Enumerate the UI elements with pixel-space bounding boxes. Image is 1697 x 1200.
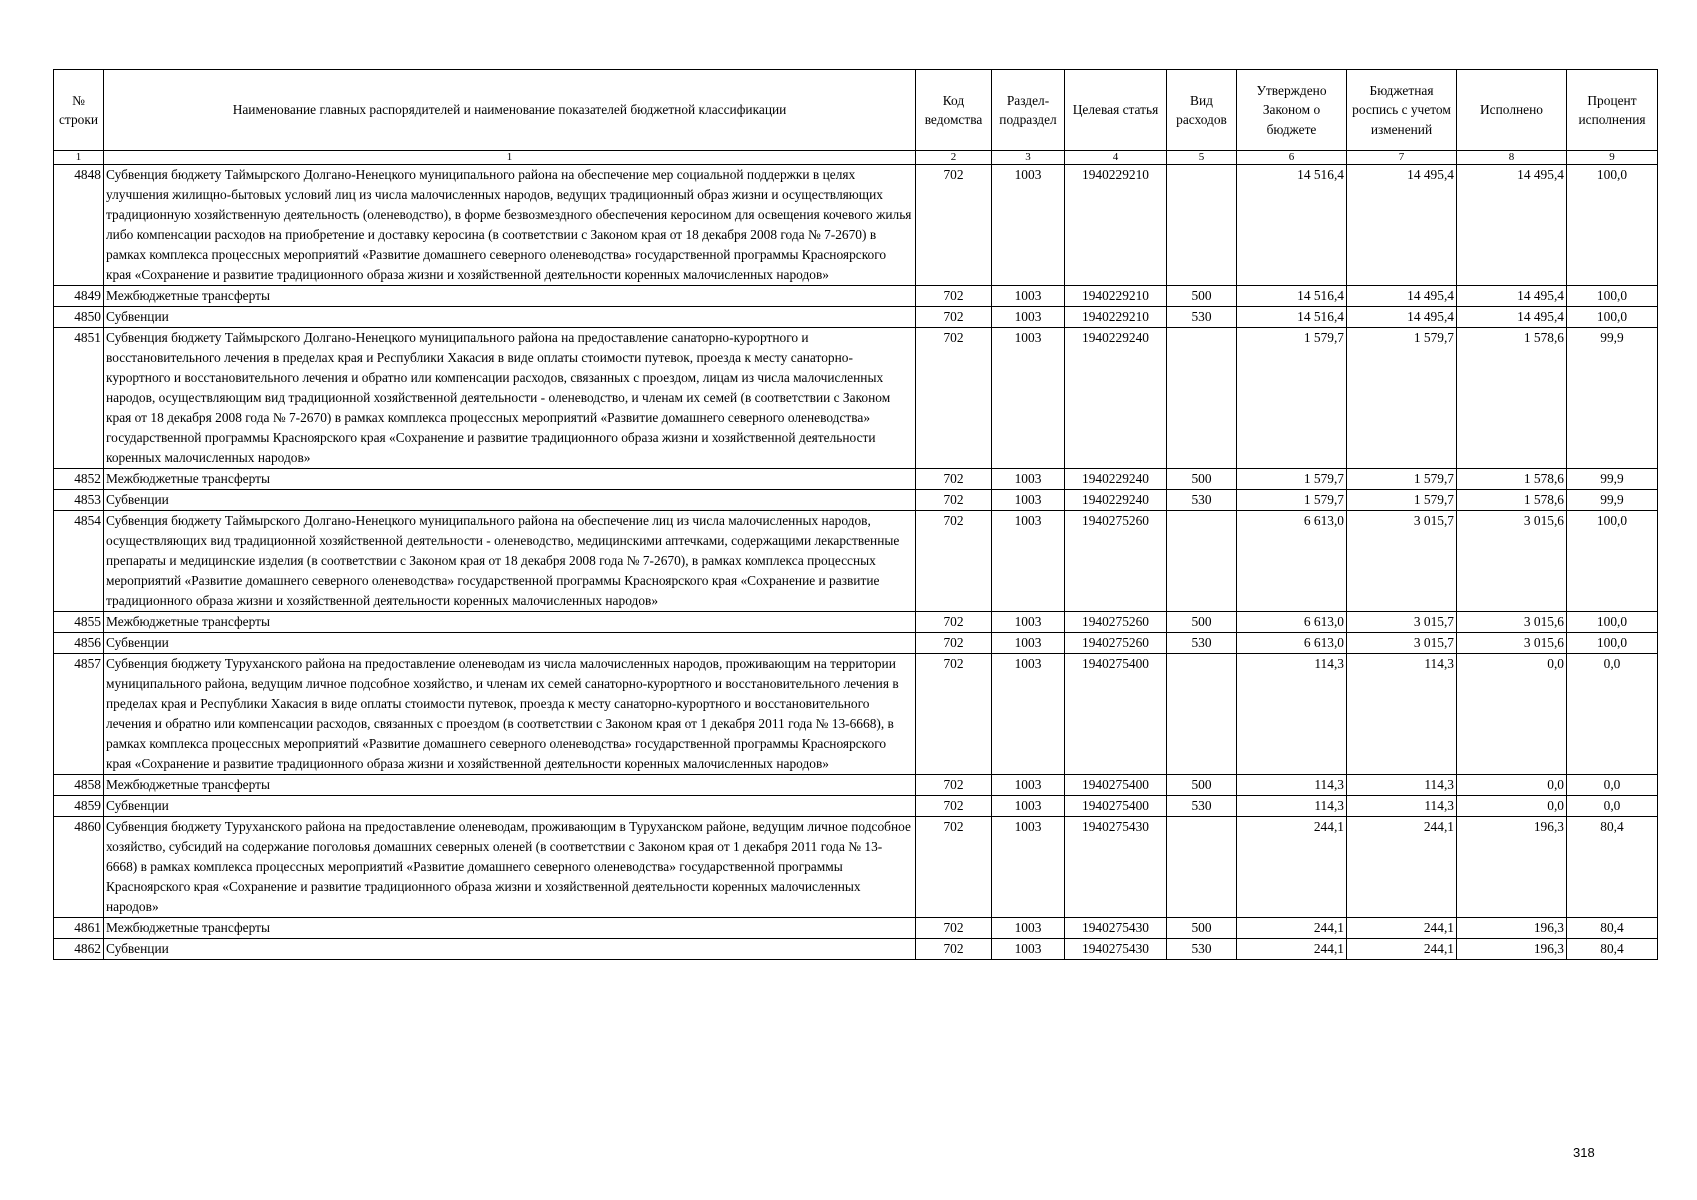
row-number: 4857 — [54, 654, 104, 775]
table-row — [54, 469, 1658, 490]
header-expense-type: Вид расходов — [1167, 70, 1237, 151]
row-section: 1003 — [992, 490, 1065, 511]
table-row — [54, 633, 1658, 654]
row-target: 1940229210 — [1065, 165, 1167, 286]
row-percent: 100,0 — [1567, 165, 1658, 286]
header-budget-list: Бюджетная роспись с учетом изменений — [1347, 70, 1457, 151]
row-executed: 3 015,6 — [1457, 612, 1567, 633]
row-number: 4861 — [54, 918, 104, 939]
row-budget-list: 3 015,7 — [1347, 511, 1457, 612]
table-row — [54, 654, 1658, 775]
row-number: 4856 — [54, 633, 104, 654]
row-percent: 80,4 — [1567, 939, 1658, 960]
row-target: 1940229240 — [1065, 328, 1167, 469]
header-executed: Исполнено — [1457, 70, 1567, 151]
table-row — [54, 775, 1658, 796]
column-number: 1 — [104, 151, 916, 165]
row-budget-list: 1 579,7 — [1347, 490, 1457, 511]
row-dept-code: 702 — [916, 654, 992, 775]
row-name: Субвенция бюджету Таймырского Долгано-Ненецкого муниципального района на обеспечение лиц из числа малочисленных народов, осуществляющих вид традиционной хозяйственной деятельности - оленеводство, медицинскими аптечками, содержащими лекарственные препараты и медицинские изделия (в соответствии с Законом края от 18 декабря 2008 года № 7-2670), в рамках комплекса процессных мероприятий «Развитие домашнего северного оленеводства» государственной программы Красноярского края «Сохранение и развитие традиционного образа жизни и хозяйственной деятельности коренных малочисленных народов» — [104, 511, 916, 612]
row-approved: 14 516,4 — [1237, 286, 1347, 307]
row-executed: 0,0 — [1457, 654, 1567, 775]
row-dept-code: 702 — [916, 286, 992, 307]
row-number: 4854 — [54, 511, 104, 612]
header-name: Наименование главных распорядителей и наименование показателей бюджетной классификации — [104, 70, 916, 151]
row-approved: 244,1 — [1237, 939, 1347, 960]
row-approved: 14 516,4 — [1237, 307, 1347, 328]
row-target: 1940275260 — [1065, 612, 1167, 633]
row-section: 1003 — [992, 796, 1065, 817]
row-section: 1003 — [992, 469, 1065, 490]
row-name: Субвенция бюджету Туруханского района на предоставление оленеводам, проживающим в Туруханском районе, ведущим личное подсобное хозяйство, субсидий на содержание поголовья домашних северных оленей (в соответствии с Законом края от 1 декабря 2011 года № 13-6668) в рамках комплекса процессных мероприятий «Развитие домашнего северного оленеводства» государственной программы Красноярского края «Сохранение и развитие традиционного образа жизни и хозяйственной деятельности коренных малочисленных народов» — [104, 817, 916, 918]
row-percent: 80,4 — [1567, 817, 1658, 918]
page-number: 318 — [1573, 1145, 1595, 1160]
row-executed: 14 495,4 — [1457, 307, 1567, 328]
column-number: 4 — [1065, 151, 1167, 165]
column-number: 9 — [1567, 151, 1658, 165]
row-approved: 6 613,0 — [1237, 633, 1347, 654]
row-executed: 1 578,6 — [1457, 328, 1567, 469]
table-row — [54, 796, 1658, 817]
row-name: Межбюджетные трансферты — [104, 612, 916, 633]
row-section: 1003 — [992, 654, 1065, 775]
row-section: 1003 — [992, 328, 1065, 469]
row-expense-type: 530 — [1167, 307, 1237, 328]
header-target: Целевая статья — [1065, 70, 1167, 151]
column-number: 1 — [54, 151, 104, 165]
row-executed: 1 578,6 — [1457, 490, 1567, 511]
row-dept-code: 702 — [916, 612, 992, 633]
row-section: 1003 — [992, 165, 1065, 286]
table-row — [54, 307, 1658, 328]
table-row — [54, 612, 1658, 633]
row-percent: 99,9 — [1567, 490, 1658, 511]
row-number: 4852 — [54, 469, 104, 490]
row-target: 1940275400 — [1065, 654, 1167, 775]
row-percent: 0,0 — [1567, 796, 1658, 817]
row-target: 1940275400 — [1065, 796, 1167, 817]
row-expense-type — [1167, 165, 1237, 286]
row-percent: 100,0 — [1567, 633, 1658, 654]
row-number: 4855 — [54, 612, 104, 633]
header-approved: Утверждено Законом о бюджете — [1237, 70, 1347, 151]
row-dept-code: 702 — [916, 939, 992, 960]
row-target: 1940275260 — [1065, 633, 1167, 654]
row-approved: 1 579,7 — [1237, 328, 1347, 469]
row-percent: 0,0 — [1567, 775, 1658, 796]
table-row — [54, 286, 1658, 307]
column-number: 6 — [1237, 151, 1347, 165]
row-approved: 1 579,7 — [1237, 469, 1347, 490]
row-executed: 0,0 — [1457, 796, 1567, 817]
row-name: Субвенция бюджету Таймырского Долгано-Ненецкого муниципального района на обеспечение мер социальной поддержки в целях улучшения жилищно-бытовых условий лиц из числа малочисленных народов, ведущих традиционный образ жизни и осуществляющих традиционную хозяйственную деятельность (оленеводство), в форме безвозмездного обеспечения керосином для освещения кочевого жилья либо компенсации расходов на приобретение и доставку керосина (в соответствии с Законом края от 18 декабря 2008 года № 7-2670) в рамках комплекса процессных мероприятий «Развитие домашнего северного оленеводства» государственной программы Красноярского края «Сохранение и развитие традиционного образа жизни и хозяйственной деятельности коренных малочисленных народов» — [104, 165, 916, 286]
row-name: Субвенции — [104, 939, 916, 960]
row-target: 1940229240 — [1065, 469, 1167, 490]
table-row — [54, 165, 1658, 286]
row-budget-list: 114,3 — [1347, 775, 1457, 796]
row-name: Межбюджетные трансферты — [104, 469, 916, 490]
row-approved: 114,3 — [1237, 775, 1347, 796]
row-section: 1003 — [992, 307, 1065, 328]
row-section: 1003 — [992, 817, 1065, 918]
row-approved: 6 613,0 — [1237, 612, 1347, 633]
row-section: 1003 — [992, 633, 1065, 654]
header-dept-code: Код ведомства — [916, 70, 992, 151]
row-executed: 3 015,6 — [1457, 511, 1567, 612]
row-number: 4850 — [54, 307, 104, 328]
header-row — [54, 70, 1658, 151]
row-approved: 6 613,0 — [1237, 511, 1347, 612]
row-number: 4849 — [54, 286, 104, 307]
row-section: 1003 — [992, 286, 1065, 307]
row-expense-type: 500 — [1167, 918, 1237, 939]
row-budget-list: 114,3 — [1347, 654, 1457, 775]
row-budget-list: 244,1 — [1347, 817, 1457, 918]
row-budget-list: 14 495,4 — [1347, 307, 1457, 328]
row-expense-type — [1167, 511, 1237, 612]
row-section: 1003 — [992, 939, 1065, 960]
row-percent: 0,0 — [1567, 654, 1658, 775]
column-number-row — [54, 151, 1658, 165]
row-budget-list: 14 495,4 — [1347, 286, 1457, 307]
row-number: 4858 — [54, 775, 104, 796]
row-name: Субвенции — [104, 307, 916, 328]
column-number: 7 — [1347, 151, 1457, 165]
row-dept-code: 702 — [916, 633, 992, 654]
table-row — [54, 328, 1658, 469]
row-expense-type: 500 — [1167, 612, 1237, 633]
table-row — [54, 490, 1658, 511]
row-name: Субвенции — [104, 490, 916, 511]
row-expense-type — [1167, 328, 1237, 469]
row-number: 4848 — [54, 165, 104, 286]
header-section: Раздел-подраздел — [992, 70, 1065, 151]
row-executed: 0,0 — [1457, 775, 1567, 796]
header-row-no: № строки — [54, 70, 104, 151]
row-dept-code: 702 — [916, 775, 992, 796]
row-section: 1003 — [992, 918, 1065, 939]
table-row — [54, 511, 1658, 612]
row-name: Субвенция бюджету Туруханского района на предоставление оленеводам из числа малочисленных народов, проживающим на территории муниципального района, ведущим личное подсобное хозяйство, и членам их семей санаторно-курортного и восстановительного лечения в пределах края и Республики Хакасия в виде оплаты стоимости путевок, проезда к месту санаторно-курортного и восстановительного лечения и обратно или компенсации расходов, связанных с проездом (в соответствии с Законом края от 1 декабря 2011 года № 13-6668), в рамках комплекса процессных мероприятий «Развитие домашнего северного оленеводства» государственной программы Красноярского края «Сохранение и развитие традиционного образа жизни и хозяйственной деятельности коренных малочисленных народов» — [104, 654, 916, 775]
row-name: Межбюджетные трансферты — [104, 286, 916, 307]
row-expense-type: 500 — [1167, 469, 1237, 490]
column-number: 5 — [1167, 151, 1237, 165]
row-executed: 196,3 — [1457, 939, 1567, 960]
row-target: 1940229210 — [1065, 307, 1167, 328]
row-dept-code: 702 — [916, 817, 992, 918]
row-number: 4853 — [54, 490, 104, 511]
row-number: 4859 — [54, 796, 104, 817]
row-percent: 100,0 — [1567, 612, 1658, 633]
row-approved: 114,3 — [1237, 654, 1347, 775]
row-approved: 244,1 — [1237, 817, 1347, 918]
row-percent: 99,9 — [1567, 328, 1658, 469]
row-section: 1003 — [992, 511, 1065, 612]
row-expense-type — [1167, 654, 1237, 775]
row-dept-code: 702 — [916, 490, 992, 511]
row-budget-list: 3 015,7 — [1347, 612, 1457, 633]
column-number: 3 — [992, 151, 1065, 165]
row-expense-type: 530 — [1167, 633, 1237, 654]
row-executed: 1 578,6 — [1457, 469, 1567, 490]
row-percent: 100,0 — [1567, 307, 1658, 328]
table-body — [54, 165, 1658, 960]
row-budget-list: 244,1 — [1347, 918, 1457, 939]
row-name: Межбюджетные трансферты — [104, 775, 916, 796]
row-dept-code: 702 — [916, 918, 992, 939]
row-approved: 1 579,7 — [1237, 490, 1347, 511]
row-name: Субвенция бюджету Таймырского Долгано-Ненецкого муниципального района на предоставление санаторно-курортного и восстановительного лечения в пределах края и Республики Хакасия в виде оплаты стоимости путевок, проезда к месту санаторно-курортного и восстановительного лечения и обратно или компенсации расходов, связанных с проездом, лицам из числа малочисленных народов, осуществляющим вид традиционной хозяйственной деятельности - оленеводство, и членам их семей (в соответствии с Законом края от 18 декабря 2008 года № 7-2670) в рамках комплекса процессных мероприятий «Развитие домашнего северного оленеводства» государственной программы Красноярского края «Сохранение и развитие традиционного образа жизни и хозяйственной деятельности коренных малочисленных народов» — [104, 328, 916, 469]
row-executed: 14 495,4 — [1457, 286, 1567, 307]
column-number: 2 — [916, 151, 992, 165]
row-budget-list: 244,1 — [1347, 939, 1457, 960]
row-expense-type: 530 — [1167, 490, 1237, 511]
row-budget-list: 1 579,7 — [1347, 469, 1457, 490]
row-percent: 100,0 — [1567, 511, 1658, 612]
table-row — [54, 817, 1658, 918]
row-expense-type: 530 — [1167, 939, 1237, 960]
header-percent: Процент исполнения — [1567, 70, 1658, 151]
row-number: 4860 — [54, 817, 104, 918]
row-percent: 100,0 — [1567, 286, 1658, 307]
row-target: 1940229240 — [1065, 490, 1167, 511]
row-executed: 3 015,6 — [1457, 633, 1567, 654]
row-target: 1940275430 — [1065, 918, 1167, 939]
row-number: 4851 — [54, 328, 104, 469]
row-approved: 14 516,4 — [1237, 165, 1347, 286]
row-target: 1940275430 — [1065, 817, 1167, 918]
row-name: Субвенции — [104, 796, 916, 817]
row-budget-list: 114,3 — [1347, 796, 1457, 817]
row-approved: 114,3 — [1237, 796, 1347, 817]
row-percent: 80,4 — [1567, 918, 1658, 939]
row-name: Межбюджетные трансферты — [104, 918, 916, 939]
row-executed: 14 495,4 — [1457, 165, 1567, 286]
row-number: 4862 — [54, 939, 104, 960]
row-target: 1940275400 — [1065, 775, 1167, 796]
row-expense-type: 530 — [1167, 796, 1237, 817]
row-section: 1003 — [992, 612, 1065, 633]
row-target: 1940275430 — [1065, 939, 1167, 960]
row-dept-code: 702 — [916, 307, 992, 328]
row-dept-code: 702 — [916, 328, 992, 469]
row-name: Субвенции — [104, 633, 916, 654]
row-dept-code: 702 — [916, 165, 992, 286]
row-target: 1940275260 — [1065, 511, 1167, 612]
row-dept-code: 702 — [916, 511, 992, 612]
row-budget-list: 14 495,4 — [1347, 165, 1457, 286]
row-expense-type — [1167, 817, 1237, 918]
row-target: 1940229210 — [1065, 286, 1167, 307]
row-approved: 244,1 — [1237, 918, 1347, 939]
budget-execution-table — [53, 69, 1658, 960]
row-budget-list: 1 579,7 — [1347, 328, 1457, 469]
row-budget-list: 3 015,7 — [1347, 633, 1457, 654]
column-number: 8 — [1457, 151, 1567, 165]
row-expense-type: 500 — [1167, 775, 1237, 796]
table-row — [54, 918, 1658, 939]
table-row — [54, 939, 1658, 960]
row-dept-code: 702 — [916, 796, 992, 817]
row-dept-code: 702 — [916, 469, 992, 490]
row-percent: 99,9 — [1567, 469, 1658, 490]
row-executed: 196,3 — [1457, 817, 1567, 918]
row-executed: 196,3 — [1457, 918, 1567, 939]
row-expense-type: 500 — [1167, 286, 1237, 307]
row-section: 1003 — [992, 775, 1065, 796]
